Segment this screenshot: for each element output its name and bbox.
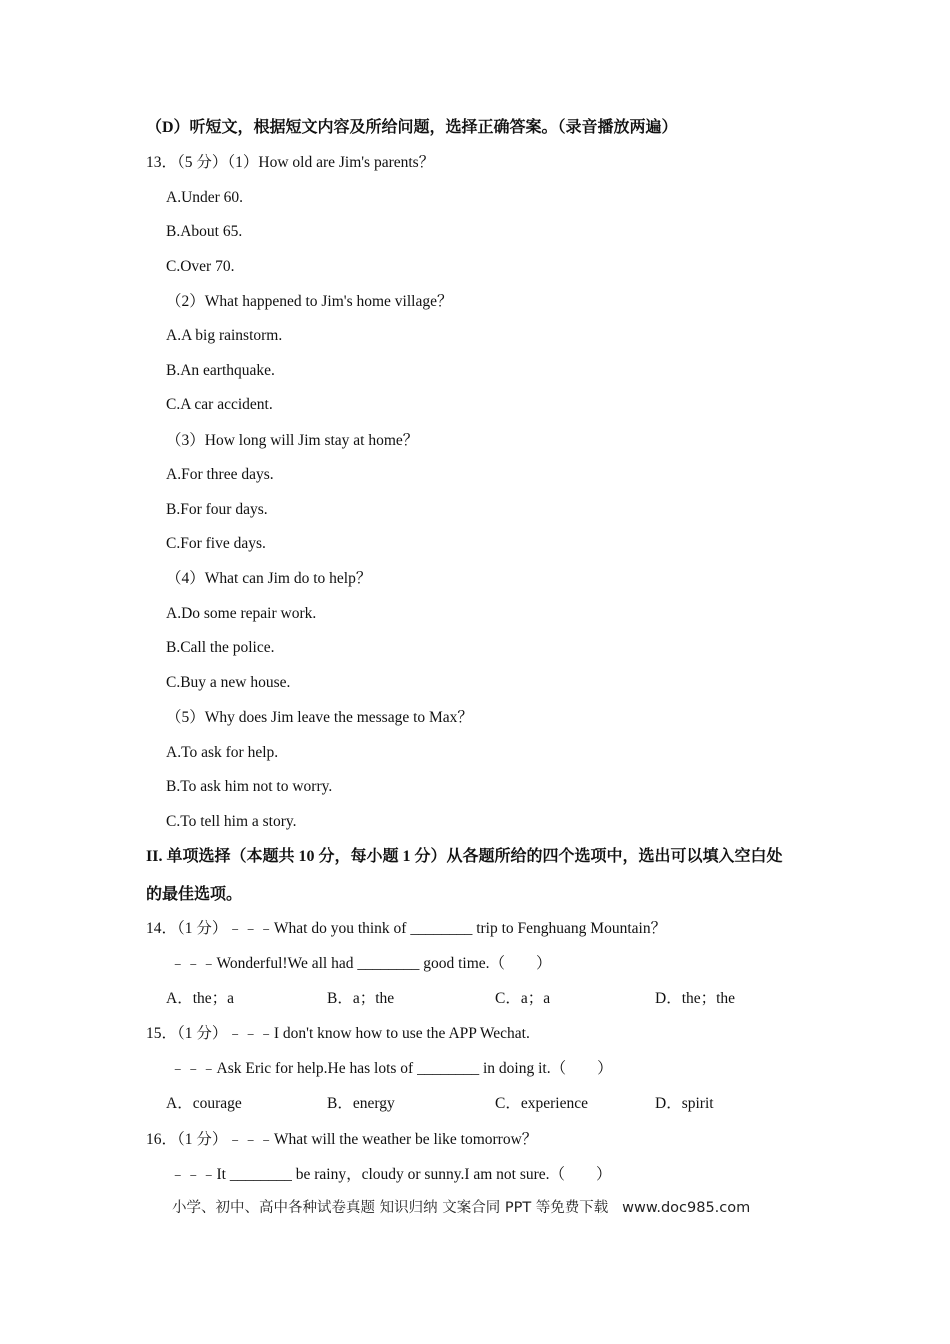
q13-4-option-c: C.Buy a new house. [166, 674, 291, 691]
q14-option-d: D．the；the [655, 990, 736, 1007]
section-ii-heading-line1: II. 单项选择（本题共 10 分，每小题 1 分）从各题所给的四个选项中，选出可以填入空白处 [146, 848, 783, 865]
q13-5-stem: （5）Why does Jim leave the message to Max？ [166, 709, 473, 726]
q13-2-option-a: A.A big rainstorm. [166, 327, 283, 344]
q16-line1: 16．（1 分）﹣﹣﹣What will the weather be like tomorrow？ [146, 1131, 538, 1148]
q13-3-option-c: C.For five days. [166, 535, 266, 552]
section-ii-heading-line2: 的最佳选项。 [146, 886, 243, 903]
q13-3-option-b: B.For four days. [166, 501, 268, 518]
q13-3-stem: （3）How long will Jim stay at home？ [166, 432, 419, 449]
section-d-heading: （D）听短文，根据短文内容及所给问题，选择正确答案。（录音播放两遍） [146, 119, 678, 136]
q15-option-c: C．experience [495, 1095, 588, 1112]
q13-1-option-b: B.About 65. [166, 223, 243, 240]
q14-line1: 14．（1 分）﹣﹣﹣What do you think of ________ trip to Fenghuang Mountain？ [146, 920, 667, 937]
q13-3-option-a: A.For three days. [166, 466, 274, 483]
q15-option-a: A．courage [166, 1095, 242, 1112]
q15-line1: 15．（1 分）﹣﹣﹣I don't know how to use the APP Wechat. [146, 1025, 530, 1042]
q13-5-option-a: A.To ask for help. [166, 744, 279, 761]
q13-1-option-a: A.Under 60. [166, 189, 244, 206]
q13-4-option-a: A.Do some repair work. [166, 605, 317, 622]
q15-line2: ﹣﹣﹣Ask Eric for help.He has lots of ________ in doing it.（ ） [170, 1060, 613, 1077]
q15-option-d: D．spirit [655, 1095, 714, 1112]
q14-option-b: B．a；the [327, 990, 395, 1007]
q13-2-option-b: B.An earthquake. [166, 362, 275, 379]
q13-2-stem: （2）What happened to Jim's home village？ [166, 293, 453, 310]
q13-4-option-b: B.Call the police. [166, 639, 275, 656]
q13-2-option-c: C.A car accident. [166, 396, 273, 413]
q14-option-c: C．a；a [495, 990, 551, 1007]
q13-4-stem: （4）What can Jim do to help？ [166, 570, 372, 587]
page-footer: 小学、初中、高中各种试卷真题 知识归纳 文案合同 PPT 等免费下载 www.doc985.com [172, 1200, 751, 1216]
q14-option-a: A．the；a [166, 990, 235, 1007]
q15-option-b: B．energy [327, 1095, 395, 1112]
q13-5-option-b: B.To ask him not to worry. [166, 778, 333, 795]
q13-5-option-c: C.To tell him a story. [166, 813, 297, 830]
q16-line2: ﹣﹣﹣It ________ be rainy，cloudy or sunny.I am not sure.（ ） [170, 1166, 612, 1183]
q13-stem: 13．（5 分）（1）How old are Jim's parents？ [146, 154, 435, 171]
q13-1-option-c: C.Over 70. [166, 258, 235, 275]
q14-line2: ﹣﹣﹣Wonderful!We all had ________ good time.（ ） [170, 955, 552, 972]
